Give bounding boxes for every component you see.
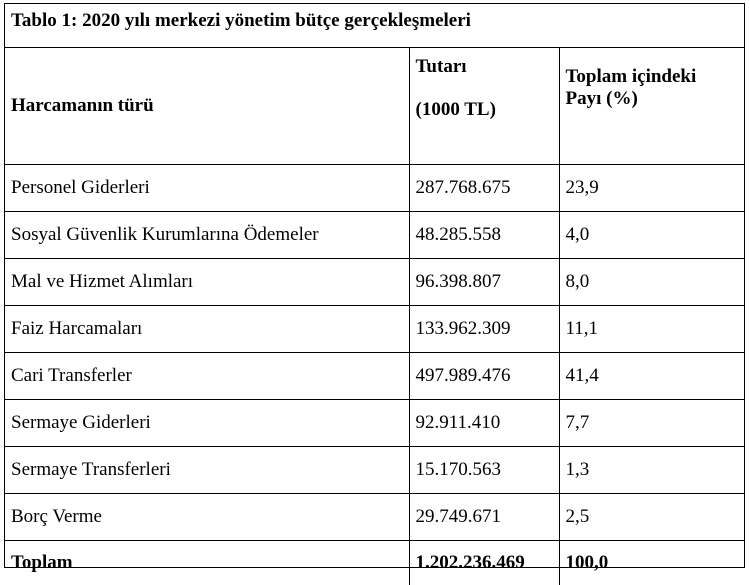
table-caption: Tablo 1: 2020 yılı merkezi yönetim bütçe gerçekleşmeleri: [5, 4, 744, 48]
total-row: [5, 541, 744, 585]
cell-amount: 48.285.558: [409, 212, 559, 259]
cell-type: Sosyal Güvenlik Kurumlarına Ödemeler: [5, 212, 409, 259]
cell-type: Cari Transferler: [5, 353, 409, 400]
header-type: Harcamanın türü: [5, 48, 409, 165]
cell-amount: 96.398.807: [409, 259, 559, 306]
table-row: [5, 212, 744, 259]
cell-amount: 497.989.476: [409, 353, 559, 400]
cell-share: 1,3: [559, 447, 744, 494]
header-share-line2: Payı (%): [566, 88, 745, 110]
cell-share: 4,0: [559, 212, 744, 259]
cell-type: Sermaye Giderleri: [5, 400, 409, 447]
header-amount: [409, 48, 559, 165]
cell-type: Mal ve Hizmet Alımları: [5, 259, 409, 306]
cell-share: 23,9: [559, 165, 744, 212]
cell-amount: 133.962.309: [409, 306, 559, 353]
cell-share: 7,7: [559, 400, 744, 447]
total-amount: 1.202.236.469: [409, 541, 559, 585]
budget-table-frame: [4, 3, 745, 568]
budget-table: [5, 48, 744, 585]
cell-share: 11,1: [559, 306, 744, 353]
header-amount-line2: (1000 TL): [416, 99, 559, 120]
cell-type: Personel Giderleri: [5, 165, 409, 212]
cell-type: Borç Verme: [5, 494, 409, 541]
cell-amount: 29.749.671: [409, 494, 559, 541]
table-row: [5, 494, 744, 541]
header-amount-line1: Tutarı: [416, 56, 559, 77]
header-share-line1: Toplam içindeki: [566, 66, 745, 88]
table-row: [5, 447, 744, 494]
table-row: [5, 306, 744, 353]
cell-amount: 287.768.675: [409, 165, 559, 212]
total-share: 100,0: [559, 541, 744, 585]
cell-type: Sermaye Transferleri: [5, 447, 409, 494]
cell-amount: 15.170.563: [409, 447, 559, 494]
cell-type: Faiz Harcamaları: [5, 306, 409, 353]
cell-amount: 92.911.410: [409, 400, 559, 447]
total-label: Toplam: [5, 541, 409, 585]
table-row: [5, 353, 744, 400]
table-row: [5, 259, 744, 306]
cell-share: 8,0: [559, 259, 744, 306]
cell-share: 41,4: [559, 353, 744, 400]
table-row: [5, 165, 744, 212]
table-row: [5, 400, 744, 447]
header-row: [5, 48, 744, 165]
cell-share: 2,5: [559, 494, 744, 541]
header-share: [559, 48, 744, 165]
